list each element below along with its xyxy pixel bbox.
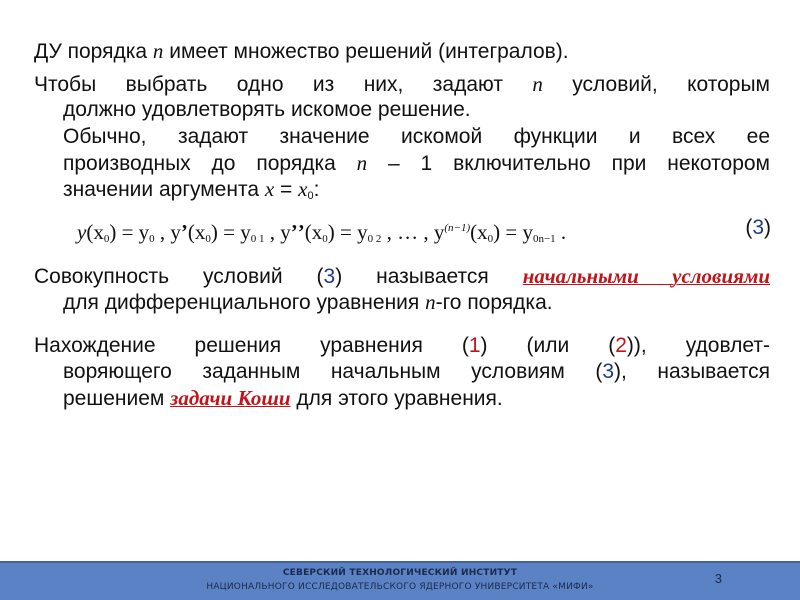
- ref-2: 2: [615, 334, 627, 357]
- eq-sub: 0: [487, 233, 494, 245]
- eq-sub: 0: [103, 233, 110, 245]
- eq-sub: 0: [205, 233, 211, 245]
- eq-part: (x: [86, 220, 104, 244]
- eq-part: ) = y: [493, 220, 533, 244]
- ref-1: 1: [468, 334, 481, 357]
- text: для этого уравнения.: [290, 387, 503, 410]
- paragraph-initial-conditions-line2: [63, 289, 770, 316]
- text: – 1 включительно при некотором: [367, 152, 770, 175]
- text: воряющего заданным начальным условиям (: [63, 360, 603, 383]
- eq-part: ) = y: [327, 220, 368, 244]
- text: :: [313, 178, 320, 201]
- page-number: 3: [714, 571, 722, 586]
- eq-part: , … , y: [381, 220, 445, 244]
- eq-part: , y: [264, 220, 291, 244]
- var-n: n: [152, 39, 164, 63]
- paragraph-intro: [34, 38, 770, 65]
- eq-part: ) = y: [210, 220, 251, 244]
- paragraph-initial-conditions-line1: [34, 263, 770, 290]
- term-initial-conditions: начальными условиями: [522, 264, 771, 288]
- footer-institute: СЕВЕРСКИЙ ТЕХНОЛОГИЧЕСКИЙ ИНСТИТУТ: [282, 568, 518, 578]
- var-n: n: [356, 151, 368, 175]
- text: =: [274, 178, 299, 201]
- term-cauchy-problem: задачи Коши: [170, 386, 291, 410]
- eq-sub: 0 2: [367, 233, 382, 245]
- eq-sub: 0 1: [250, 233, 265, 245]
- eq-prime: ʼ: [180, 220, 188, 244]
- text: ) (или (: [480, 334, 616, 357]
- paragraph-usually-line3: [63, 176, 770, 209]
- var-n: n: [532, 72, 543, 96]
- eq-part: (x: [304, 220, 323, 244]
- equation-number-value: 3: [752, 216, 764, 239]
- eq-sub: 0: [149, 233, 155, 245]
- paragraph-choose-line2: [63, 97, 770, 123]
- footer-university: НАЦИОНАЛЬНОГО ИССЛЕДОВАТЕЛЬСКОГО ЯДЕРНОГО УНИВЕРСИТЕТА «МИФИ»: [206, 582, 594, 592]
- footer-bar: [0, 561, 800, 600]
- eq-sup: (n−1): [444, 222, 471, 234]
- eq-prime: ʼʼ: [290, 220, 305, 244]
- eq-sub: 0: [322, 233, 328, 245]
- text: ), называется: [614, 360, 770, 383]
- ref-3: 3: [323, 265, 336, 288]
- text: производных до порядка: [63, 152, 357, 175]
- subscript: 0: [307, 190, 314, 202]
- paragraph-cauchy-line3: [63, 385, 770, 412]
- text: решением: [63, 387, 171, 410]
- text: Обычно, задают значение искомой функции и всех ее: [63, 125, 770, 148]
- text: условий, которым: [542, 73, 770, 96]
- text: для дифференциального уравнения: [63, 291, 426, 314]
- text: -го порядка.: [435, 291, 553, 314]
- text: Совокупность условий (: [34, 265, 324, 288]
- paragraph-usually-line1: [63, 124, 770, 150]
- paragraph-usually-line2: [63, 150, 770, 177]
- equation-initial-conditions: [77, 214, 771, 253]
- paragraph-choose-line1: [34, 71, 770, 98]
- text: )), удовлет-: [626, 334, 770, 357]
- paragraph-cauchy-line2: [63, 359, 770, 385]
- eq-part: .: [555, 220, 567, 244]
- text: должно удовлетворять искомое решение.: [63, 98, 471, 121]
- eq-part: , y: [154, 220, 181, 244]
- paragraph-cauchy-line1: [34, 333, 770, 359]
- var-x0: x: [298, 177, 308, 201]
- text: значении аргумента: [63, 178, 265, 201]
- text: Чтобы выбрать одно из них, задают: [34, 73, 533, 96]
- eq-part: (x: [187, 220, 206, 244]
- eq-part: (x: [470, 220, 488, 244]
- text: имеет множество решений (интегралов).: [163, 40, 569, 63]
- var-n: n: [425, 290, 436, 314]
- text: ДУ порядка: [34, 40, 153, 63]
- eq-sub: 0n−1: [532, 233, 556, 245]
- eq-part: ) = y: [109, 220, 150, 244]
- equation-number: (3): [745, 216, 771, 239]
- eq-part: y: [77, 220, 87, 244]
- text: Нахождение решения уравнения (: [34, 334, 469, 357]
- ref-3: 3: [602, 360, 615, 383]
- text: ) называется: [335, 265, 523, 288]
- var-x: x: [264, 177, 275, 201]
